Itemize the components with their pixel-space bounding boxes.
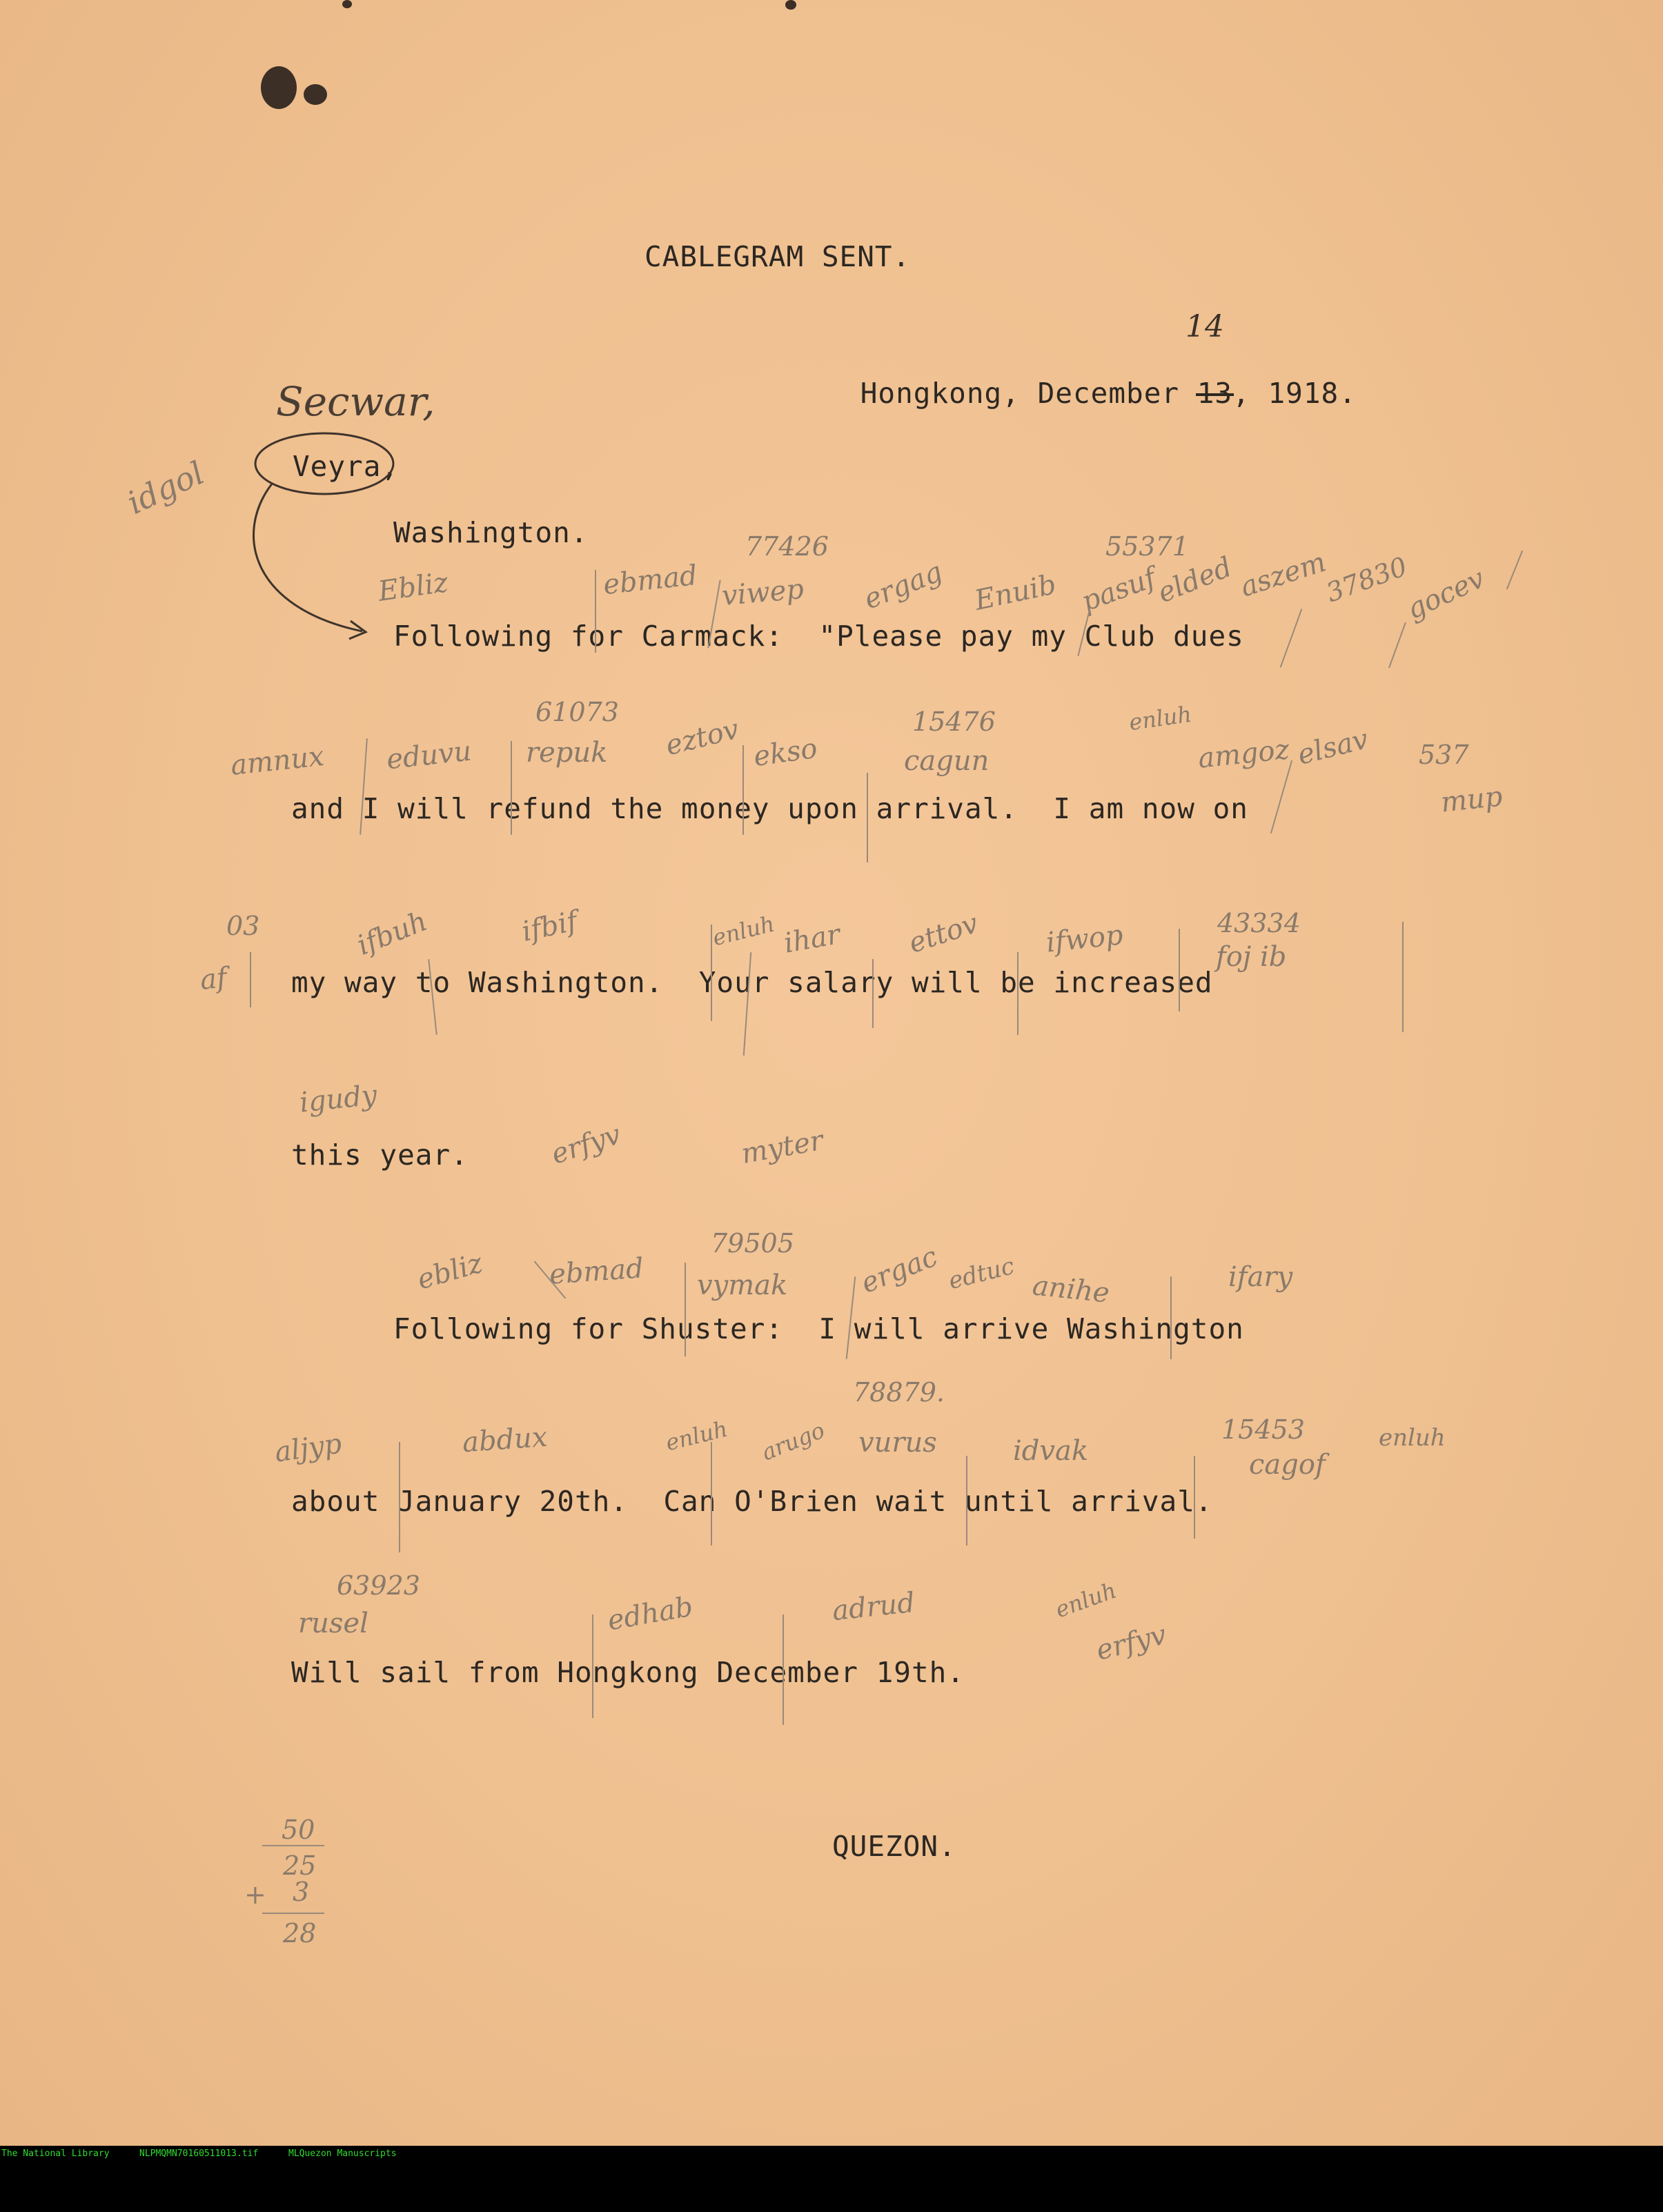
city: Washington. [393,516,589,549]
pencil-code: amnux [228,740,326,782]
pencil-divider [783,1614,784,1725]
pencil-code: ifary [1228,1261,1293,1293]
pencil-code: eztov [662,713,742,762]
pencil-code: ihar [781,918,843,960]
pencil-divider [1017,952,1019,1035]
pencil-code: rusel [298,1608,368,1639]
addressee-circle [255,433,393,494]
pencil-code: 37830 [1322,551,1411,609]
pencil-divider [250,952,251,1007]
addressee-handwritten: Secwar, [276,378,435,425]
pencil-code: abdux [461,1421,549,1459]
footer-file: NLPMQMN70160511013.tif [139,2149,259,2159]
pencil-code: ettov [905,907,983,960]
pencil-code: ergag [859,555,947,616]
pencil-code: ifbuh [353,905,432,962]
body-line-6: about January 20th. Can O'Brien wait until arrival. [291,1485,1213,1518]
pencil-divider [711,1442,712,1546]
pencil-divider [399,1442,400,1552]
pencil-code: ifwop [1044,919,1125,959]
ink-blot-small [304,84,327,105]
body-line-4: this year. [291,1138,469,1172]
pencil-sum-plus: + [244,1879,266,1910]
pencil-code: eduvu [384,735,473,776]
pencil-code: Enuib [972,569,1059,617]
ink-speck [342,0,352,8]
pencil-divider [1280,609,1303,667]
pencil-divider [685,1263,686,1356]
pencil-divider [592,1614,593,1718]
pencil-code: repuk [526,737,608,769]
struck-day: 13 [1197,377,1233,410]
pencil-sum-term: 50 [282,1815,315,1845]
pencil-code: 15476 [912,707,996,737]
pencil-divider [872,959,874,1028]
pencil-code: ebliz [413,1247,486,1296]
pencil-sum-rule [262,1845,324,1846]
pencil-sum-term: 3 [293,1877,310,1907]
pencil-code: edtuc [945,1252,1017,1296]
pencil-idgol: idgol [121,454,210,522]
pencil-code: af [198,962,228,996]
pencil-code: adrud [830,1586,917,1628]
pencil-code: 43334 [1217,908,1301,938]
pencil-code: elsav [1294,723,1372,771]
pencil-divider [595,570,596,653]
addressee: Veyra, [293,450,400,483]
pencil-divider [742,745,744,835]
pencil-divider [966,1456,967,1546]
pencil-divider [867,773,868,862]
pencil-code: elded [1153,551,1237,610]
pencil-code: edhab [604,1590,696,1637]
body-line-7: Will sail from Hongkong December 19th. [291,1656,965,1689]
arrow-line [254,483,362,631]
pencil-code: mup [1439,780,1504,819]
ink-blot [261,66,297,109]
dateline-suffix: , 1918. [1232,377,1357,410]
inserted-day: 14 [1185,309,1224,344]
pencil-divider [1170,1276,1172,1359]
pencil-code: enluh [662,1415,731,1456]
pencil-sum-total: 28 [283,1918,317,1948]
pencil-code: aszem [1237,546,1330,604]
pencil-code: enluh [1379,1424,1446,1452]
pencil-divider [1402,922,1404,1032]
pencil-code: erfyv [1092,1619,1170,1667]
body-line-1: Following for Carmack: "Please pay my Club dues [393,620,1244,653]
document-title: CABLEGRAM SENT. [644,240,911,273]
pencil-code: igudy [297,1079,379,1119]
pencil-code: 03 [226,911,260,941]
pencil-divider [1194,1456,1195,1539]
pencil-code: ergac [856,1241,943,1300]
pencil-code: Ebliz [376,566,451,608]
pencil-code: 79505 [711,1228,794,1258]
pencil-code: 63923 [337,1570,420,1601]
pencil-code: 55371 [1105,531,1189,562]
pencil-divider [1270,760,1292,833]
pencil-code: enluh [709,910,778,951]
signature: QUEZON. [832,1830,956,1863]
pencil-code: arugo [758,1416,829,1466]
pencil-code: erfyv [547,1118,625,1171]
pencil-code: 537 [1419,740,1469,770]
pencil-sum-term: 25 [283,1850,317,1881]
pencil-sum-rule [262,1913,324,1914]
pencil-code: vurus [858,1427,937,1459]
pencil-code: 78879. [853,1377,945,1408]
pencil-code: pasuf [1077,562,1161,618]
footer-collection: MLQuezon Manuscripts [288,2149,397,2159]
pencil-code: cagof [1249,1449,1326,1481]
pencil-code: aljyp [273,1428,344,1469]
pencil-code: ebmad [601,559,699,602]
footer-library: The National Library [1,2149,110,2159]
pencil-code: amgoz [1196,733,1291,775]
pencil-divider [1179,929,1180,1011]
body-line-2: and I will refund the money upon arrival. I am now on [291,792,1248,825]
pencil-divider [1506,551,1523,589]
pencil-code: 77426 [745,531,829,562]
pencil-code: gocev [1401,562,1490,626]
pencil-code: myter [738,1124,826,1171]
pencil-code: cagun [904,745,990,777]
pencil-code: ebmad [548,1252,645,1291]
pencil-code: viwep [720,573,805,613]
pencil-divider [711,925,712,1021]
ink-speck [785,0,796,10]
pencil-code: ekso [751,732,820,773]
pencil-code: 15453 [1221,1414,1305,1445]
pencil-code: 61073 [535,697,619,727]
body-line-3: my way to Washington. Your salary will be increased [291,966,1213,999]
dateline-prefix: Hongkong, December [860,377,1197,410]
archive-footer [0,2146,1663,2162]
pencil-code: idvak [1013,1435,1089,1467]
pencil-code: enluh [1127,700,1194,736]
pencil-code: vymak [697,1270,788,1301]
pencil-code: enluh [1052,1577,1120,1623]
pencil-code: ifbif [519,905,580,948]
pencil-divider [1388,622,1406,668]
dateline [789,344,1357,443]
body-line-5: Following for Shuster: I will arrive Washington [393,1312,1244,1345]
pencil-code: anihe [1030,1270,1111,1310]
pencil-code: foj ib [1216,941,1287,973]
pencil-divider [511,741,512,835]
